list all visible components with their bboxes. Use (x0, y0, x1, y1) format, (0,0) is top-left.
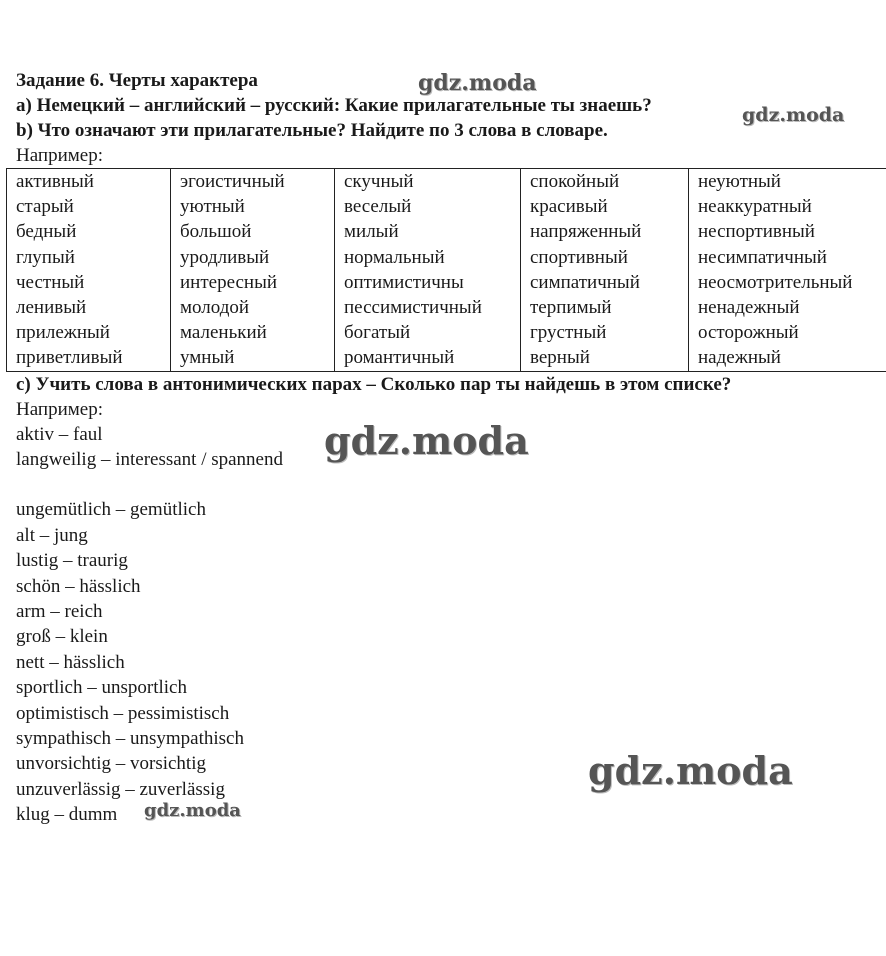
table-cell: красивый (530, 196, 608, 218)
table-cell: грустный (530, 322, 607, 344)
table-cell: нормальный (344, 246, 445, 268)
table-cell: осторожный (698, 322, 799, 344)
list-item: arm – reich (16, 600, 103, 622)
table-cell: симпатичный (530, 271, 640, 293)
list-item: aktiv – faul (16, 423, 103, 445)
table-cell: ненадежный (698, 296, 800, 318)
task-part-b: b) Что означают эти прилагательные? Найдите по 3 слова в словаре. (16, 120, 608, 141)
table-cell: неаккуратный (698, 196, 812, 218)
watermark: gdz.moda (588, 748, 793, 793)
table-column-5 (689, 169, 886, 372)
table-cell: бедный (16, 221, 77, 243)
list-item: alt – jung (16, 524, 88, 546)
table-cell: напряженный (530, 221, 642, 243)
list-item: klug – dumm (16, 804, 118, 826)
watermark: gdz.moda (324, 418, 529, 463)
watermark: gdz.moda (418, 70, 537, 96)
table-column-2 (171, 169, 335, 372)
list-item: optimistisch – pessimistisch (16, 702, 230, 724)
watermark: gdz.moda (742, 104, 845, 126)
task-part-c: c) Учить слова в антонимических парах – Сколько пар ты найдешь в этом списке? (16, 373, 732, 395)
table-cell: глупый (16, 246, 75, 268)
table-cell: веселый (344, 196, 412, 218)
list-item: unvorsichtig – vorsichtig (16, 753, 206, 775)
list-item: nett – hässlich (16, 651, 125, 673)
table-cell: верный (530, 347, 590, 369)
task-part-a: а) Немецкий – английский – русский: Какие прилагательные ты знаешь? (16, 95, 652, 116)
table-cell: ленивый (16, 296, 87, 318)
list-item: sympathisch – unsympathisch (16, 727, 244, 749)
example-label-c: Например: (16, 398, 103, 420)
table-cell: большой (180, 221, 252, 243)
list-item: sportlich – unsportlich (16, 677, 187, 699)
table-cell: несимпатичный (698, 246, 827, 268)
table-cell: эгоистичный (180, 171, 285, 192)
adjectives-table (6, 168, 886, 372)
table-cell: богатый (344, 322, 411, 344)
table-cell: старый (16, 196, 74, 218)
list-item: ungemütlich – gemütlich (16, 499, 206, 521)
table-cell: приветливый (16, 347, 123, 369)
list-item: groß – klein (16, 626, 108, 648)
table-cell: неспортивный (698, 221, 815, 243)
table-cell: надежный (698, 347, 781, 369)
example-label: Например: (16, 145, 103, 166)
task-title: Задание 6. Черты характера (16, 70, 258, 91)
table-cell: неосмотрительный (698, 271, 853, 293)
table-cell: интересный (180, 271, 278, 293)
table-cell: неуютный (698, 171, 781, 192)
table-cell: уютный (180, 196, 245, 218)
table-cell: скучный (344, 171, 414, 192)
table-cell: прилежный (16, 322, 110, 344)
table-cell: романтичный (344, 347, 455, 369)
list-item: schön – hässlich (16, 575, 141, 597)
table-cell: молодой (180, 296, 250, 318)
table-cell: спокойный (530, 171, 620, 192)
table-cell: милый (344, 221, 399, 243)
table-cell: спортивный (530, 246, 628, 268)
table-cell: пессимистичный (344, 296, 482, 318)
table-cell: маленький (180, 322, 267, 344)
table-cell: честный (16, 271, 85, 293)
list-item: langweilig – interessant / spannend (16, 448, 283, 470)
table-column-3 (335, 169, 521, 372)
table-cell: уродливый (180, 246, 270, 268)
table-column-1 (7, 169, 171, 372)
list-item: unzuverlässig – zuverlässig (16, 778, 225, 800)
table-cell: умный (180, 347, 235, 369)
table-cell: терпимый (530, 296, 612, 318)
table-cell: активный (16, 171, 94, 192)
table-cell: оптимистичны (344, 271, 464, 293)
table-column-4 (521, 169, 689, 372)
list-item: lustig – traurig (16, 550, 128, 572)
watermark: gdz.moda (144, 800, 241, 821)
